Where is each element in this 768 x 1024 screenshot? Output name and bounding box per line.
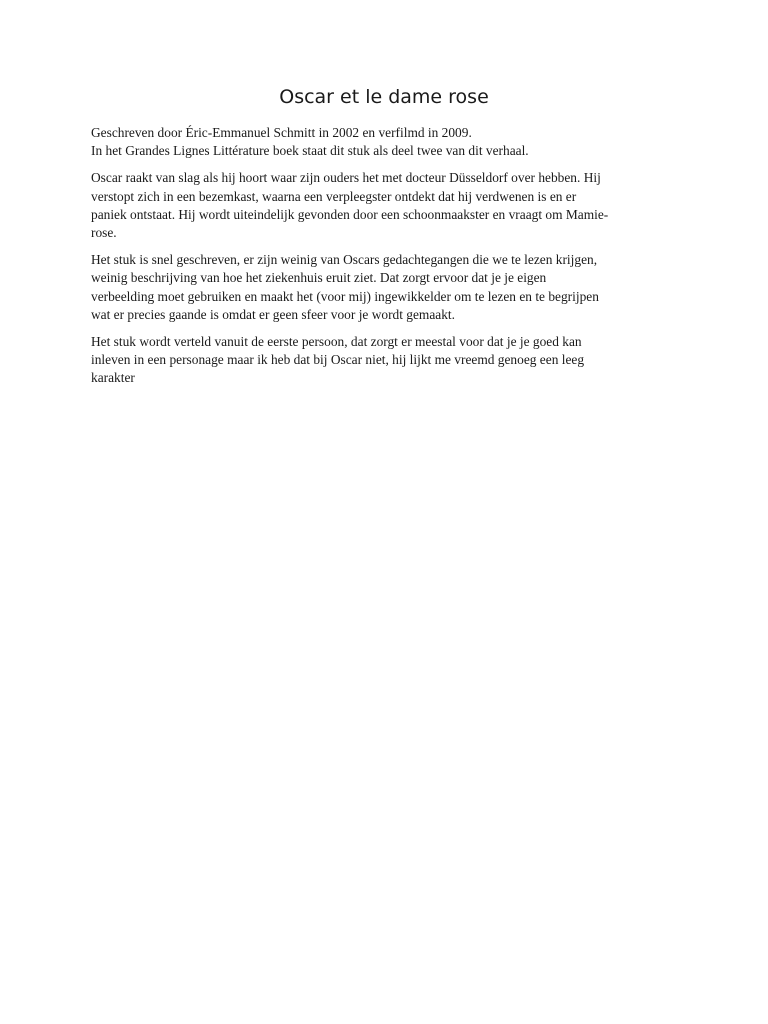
text-line: Oscar raakt van slag als hij hoort waar zijn ouders het met docteur Düsseldorf over hebben. Hij [91, 170, 601, 186]
text-line: inleven in een personage maar ik heb dat bij Oscar niet, hij lijkt me vreemd genoeg een leeg [91, 352, 585, 368]
text-line: karakter [91, 370, 135, 386]
text-line: Het stuk is snel geschreven, er zijn weinig van Oscars gedachtegangen die we te lezen krijgen, [91, 252, 598, 268]
text-line: weinig beschrijving van hoe het ziekenhuis eruit ziet. Dat zorgt ervoor dat je je eigen [91, 270, 547, 286]
text-line: verstopt zich in een bezemkast, waarna een verpleegster ontdekt dat hij verdwenen is en er [91, 188, 577, 204]
text-line: paniek ontstaat. Hij wordt uiteindelijk gevonden door een schoonmaakster en vraagt om Mamie- [91, 206, 609, 222]
document-body [91, 124, 681, 397]
text-line: Het stuk wordt verteld vanuit de eerste persoon, dat zorgt er meestal voor dat je je goed kan [91, 334, 582, 350]
text-line: rose. [91, 225, 117, 241]
text-line: verbeelding moet gebruiken en maakt het (voor mij) ingewikkelder om te lezen en te begrijpen [91, 288, 599, 304]
paragraph-style [91, 251, 681, 324]
text-line: Geschreven door Éric-Emmanuel Schmitt in 2002 en verfilmd in 2009. [91, 125, 472, 140]
text-line: wat er precies gaande is omdat er geen sfeer voor je wordt gemaakt. [91, 306, 455, 322]
text-line: In het Grandes Lignes Littérature boek staat dit stuk als deel twee van dit verhaal. [91, 143, 529, 159]
paragraph-perspective [91, 333, 681, 388]
page-title: Oscar et le dame rose [279, 86, 489, 108]
paragraph-intro [91, 124, 681, 160]
paragraph-summary [91, 169, 681, 242]
